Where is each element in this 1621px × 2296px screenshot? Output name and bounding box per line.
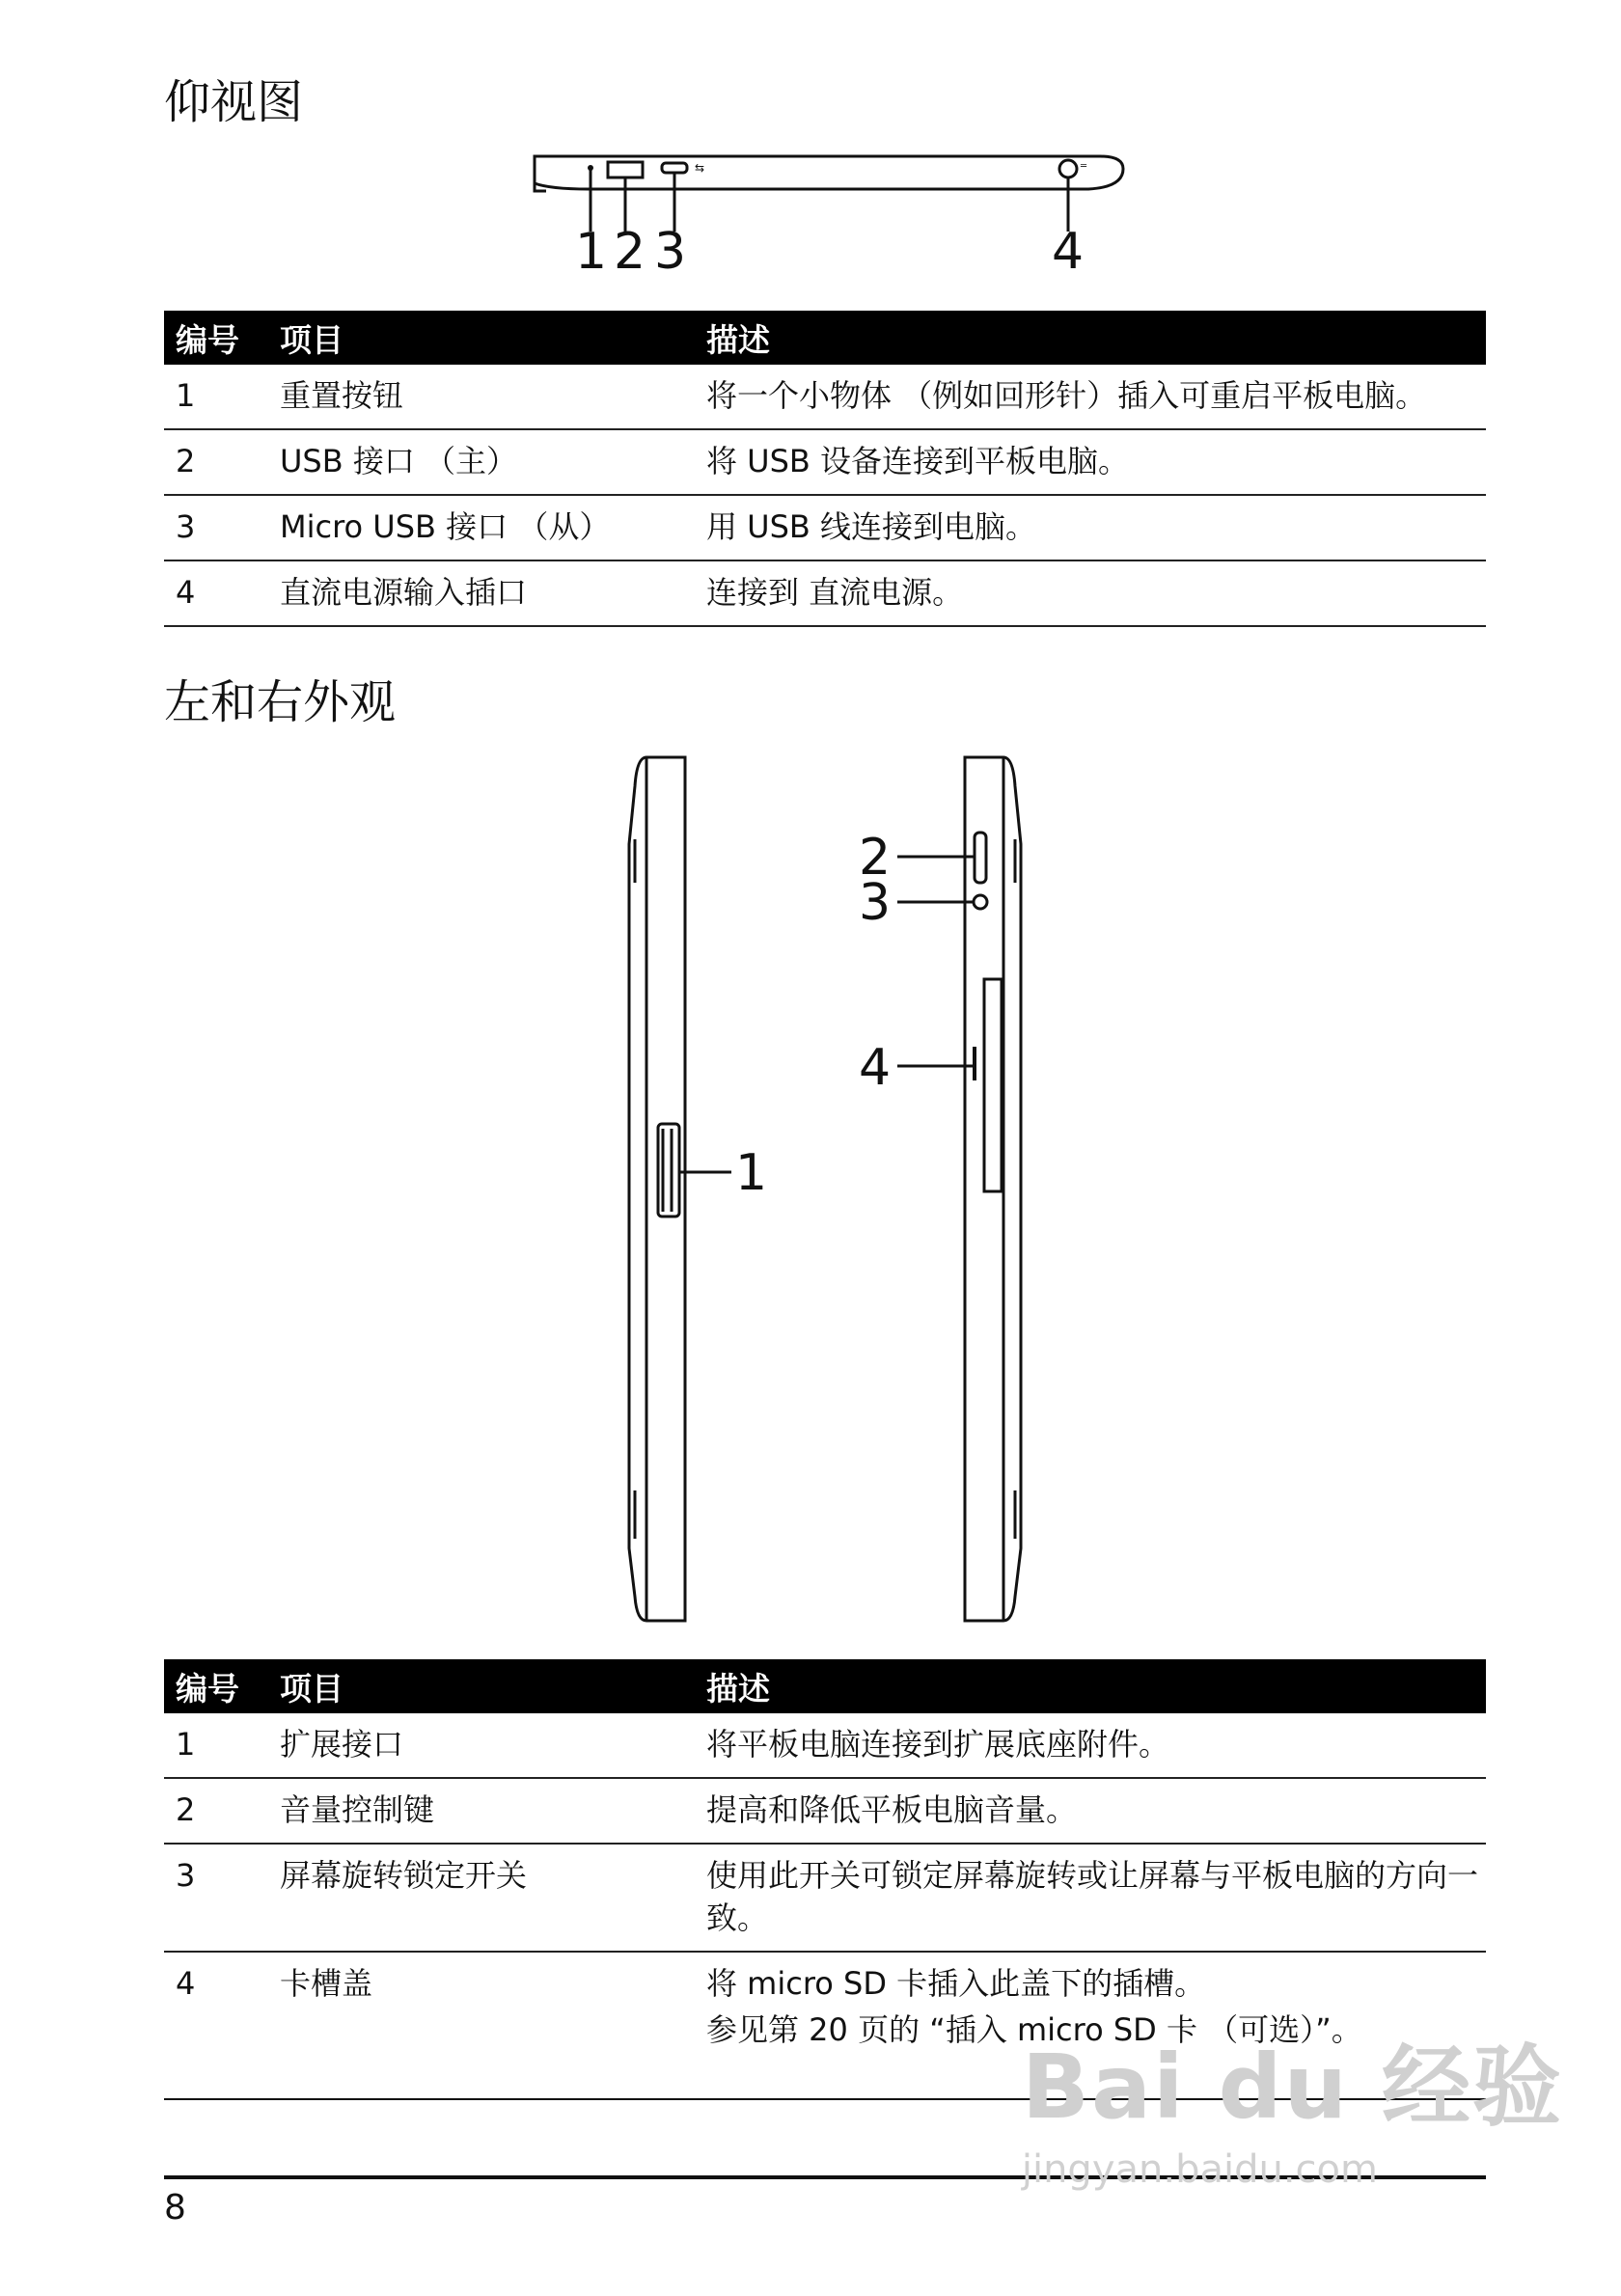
row-desc: 将 USB 设备连接到平板电脑。 — [695, 429, 1486, 495]
table-row — [164, 1778, 1486, 1844]
col-header-num: 编号 — [164, 311, 268, 365]
row-desc: 提高和降低平板电脑音量。 — [695, 1778, 1486, 1844]
watermark-brand: Bai du 经验 — [1021, 2036, 1563, 2139]
col-header-num: 编号 — [164, 1659, 268, 1713]
callout-3: 3 — [859, 874, 892, 932]
bottom-view-diagram — [521, 145, 1158, 289]
col-header-desc: 描述 — [695, 311, 1486, 365]
callout-4: 4 — [1052, 223, 1085, 281]
row-desc: 将平板电脑连接到扩展底座附件。 — [695, 1713, 1486, 1778]
bottom-view-table — [164, 311, 1486, 627]
card-slot-cover-icon — [984, 979, 1002, 1191]
row-num: 2 — [164, 429, 268, 495]
table-row — [164, 1844, 1486, 1952]
callout-1: 1 — [735, 1144, 768, 1202]
callout-2: 2 — [614, 223, 646, 281]
volume-key-icon — [975, 833, 986, 883]
row-num: 2 — [164, 1778, 268, 1844]
col-header-item: 项目 — [268, 311, 695, 365]
row-num: 3 — [164, 1844, 268, 1952]
table-header — [164, 1659, 1486, 1713]
row-num: 4 — [164, 560, 268, 626]
section-title-side-view: 左和右外观 — [164, 675, 397, 729]
watermark — [1022, 2016, 1563, 2192]
table-row — [164, 560, 1486, 626]
row-desc: 使用此开关可锁定屏幕旋转或让屏幕与平板电脑的方向一致。 — [695, 1844, 1486, 1952]
micro-usb-port-icon — [662, 163, 687, 173]
usb-symbol-icon: ⇆ — [695, 161, 705, 175]
callout-4: 4 — [859, 1039, 892, 1097]
row-num: 1 — [164, 1713, 268, 1778]
row-item: USB 接口 （主） — [268, 429, 695, 495]
row-desc: 用 USB 线连接到电脑。 — [695, 495, 1486, 560]
row-desc-line1: 将 micro SD 卡插入此盖下的插槽。 — [706, 1965, 1206, 2002]
dc-jack-icon — [1059, 160, 1077, 178]
usb-port-icon — [608, 162, 643, 178]
side-view-diagram — [618, 748, 1119, 1630]
row-desc: 将一个小物体 （例如回形针）插入可重启平板电脑。 — [695, 365, 1486, 429]
expansion-port-icon — [658, 1124, 679, 1216]
row-item: Micro USB 接口 （从） — [268, 495, 695, 560]
row-desc-line2: 参见第 20 页的 “插入 micro SD 卡 （可选）”。 — [706, 2011, 1362, 2048]
page-number: 8 — [164, 2188, 186, 2228]
row-desc: 连接到 直流电源。 — [695, 560, 1486, 626]
callout-3: 3 — [654, 223, 687, 281]
row-num: 1 — [164, 365, 268, 429]
row-item: 重置按钮 — [268, 365, 695, 429]
tablet-right-edge — [965, 757, 1021, 1621]
row-item: 卡槽盖 — [280, 1965, 373, 2002]
watermark-url: jingyan.baidu.com — [1021, 2147, 1378, 2192]
row-item: 扩展接口 — [268, 1713, 695, 1778]
col-header-desc: 描述 — [695, 1659, 1486, 1713]
table-row — [164, 429, 1486, 495]
table-header — [164, 311, 1486, 365]
dc-symbol-icon: ═ — [1081, 161, 1087, 172]
row-item: 屏幕旋转锁定开关 — [268, 1844, 695, 1952]
section-title-bottom-view: 仰视图 — [164, 75, 304, 129]
table-row — [164, 1713, 1486, 1778]
rotation-lock-icon — [974, 895, 987, 909]
col-header-item: 项目 — [268, 1659, 695, 1713]
row-num: 4 — [176, 1965, 196, 2002]
table-row — [164, 365, 1486, 429]
table-row — [164, 495, 1486, 560]
row-num: 3 — [164, 495, 268, 560]
row-item: 音量控制键 — [268, 1778, 695, 1844]
callout-2: 2 — [859, 829, 892, 887]
row-item: 直流电源输入插口 — [268, 560, 695, 626]
callout-1: 1 — [575, 223, 608, 281]
